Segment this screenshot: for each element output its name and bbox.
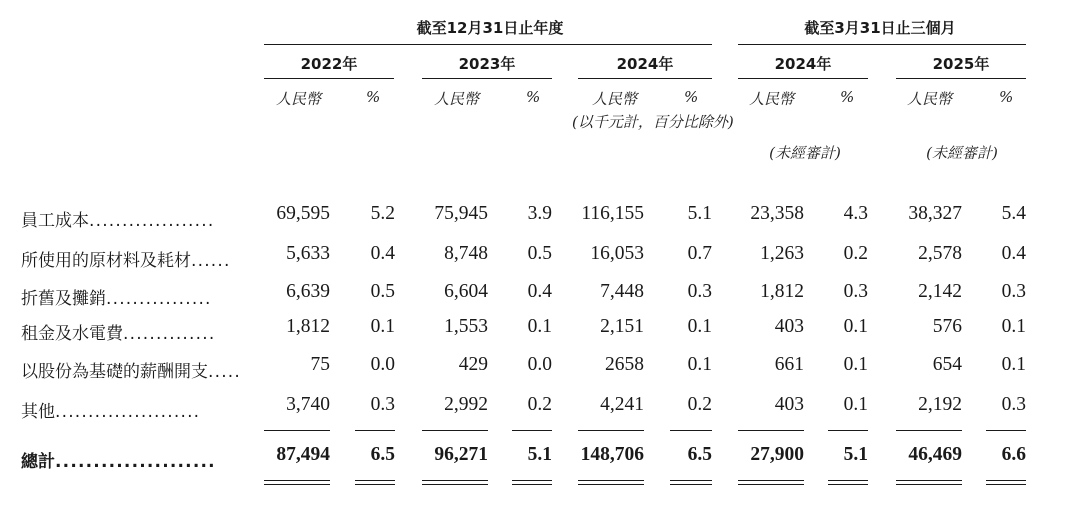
- total-double-rule: [896, 480, 962, 485]
- year-header-q2024: 2024年: [774, 55, 832, 73]
- row-amount-cell: 75: [310, 354, 330, 375]
- row-amount-cell: 5,633: [286, 243, 330, 264]
- row-percent-cell: 0.1: [527, 316, 552, 337]
- row-percent-cell: 0.1: [843, 354, 868, 375]
- row-amount-cell: 7,448: [600, 281, 644, 302]
- row-label-text: 員工成本: [21, 211, 89, 231]
- row-percent-cell: 0.2: [843, 243, 868, 264]
- year-header-2024: 2024年: [616, 55, 674, 73]
- row-amount-cell: 3,740: [286, 394, 330, 415]
- leader-dots: ......................: [55, 402, 201, 422]
- row-label: [21, 206, 214, 231]
- percent-header-q2025: %: [999, 88, 1014, 106]
- row-label: [21, 357, 241, 382]
- currency-header-q2024: 人民幣: [749, 90, 795, 108]
- total-amount-cell: 46,469: [908, 444, 962, 465]
- subtotal-rule: [355, 430, 395, 431]
- percent-header-2023: %: [526, 88, 541, 106]
- annual-group-rule: [264, 44, 712, 45]
- year-rule-2023: [422, 78, 552, 79]
- year-header-2023: 2023年: [458, 55, 516, 73]
- row-amount-cell: 2,578: [918, 243, 962, 264]
- total-percent-cell: 5.1: [527, 444, 552, 465]
- row-label: [21, 319, 215, 344]
- row-percent-cell: 0.5: [370, 281, 395, 302]
- units-note: (以千元計，百分比除外): [572, 113, 734, 131]
- row-amount-cell: 75,945: [434, 203, 488, 224]
- year-rule-q2024: [738, 78, 868, 79]
- year-rule-2022: [264, 78, 394, 79]
- leader-dots: .....: [208, 362, 242, 382]
- year-rule-q2025: [896, 78, 1026, 79]
- row-percent-cell: 0.3: [1001, 281, 1026, 302]
- row-percent-cell: 0.1: [370, 316, 395, 337]
- row-label-text: 其他: [21, 402, 55, 422]
- row-percent-cell: 0.5: [527, 243, 552, 264]
- percent-header-2022: %: [366, 88, 381, 106]
- leader-dots: .....................: [55, 452, 216, 472]
- row-label: [21, 397, 200, 422]
- row-amount-cell: 661: [774, 354, 804, 375]
- total-amount-cell: 96,271: [434, 444, 488, 465]
- percent-header-q2024: %: [840, 88, 855, 106]
- row-amount-cell: 403: [774, 394, 804, 415]
- currency-header-q2025: 人民幣: [907, 90, 953, 108]
- row-percent-cell: 0.0: [527, 354, 552, 375]
- row-amount-cell: 429: [458, 354, 488, 375]
- row-amount-cell: 16,053: [590, 243, 644, 264]
- row-label: [21, 284, 212, 309]
- row-amount-cell: 69,595: [276, 203, 330, 224]
- total-percent-cell: 6.5: [370, 444, 395, 465]
- row-amount-cell: 2,192: [918, 394, 962, 415]
- subtotal-rule: [422, 430, 488, 431]
- row-label-text: 以股份為基礎的薪酬開支: [21, 362, 208, 382]
- row-label-text: 租金及水電費: [21, 324, 123, 344]
- subtotal-rule: [264, 430, 330, 431]
- row-amount-cell: 116,155: [581, 203, 644, 224]
- row-percent-cell: 0.3: [1001, 394, 1026, 415]
- row-amount-cell: 2,142: [918, 281, 962, 302]
- row-amount-cell: 1,263: [760, 243, 804, 264]
- row-amount-cell: 2658: [605, 354, 644, 375]
- year-header-2022: 2022年: [300, 55, 358, 73]
- row-label-text: 折舊及攤銷: [21, 289, 106, 309]
- total-double-rule: [986, 480, 1026, 485]
- year-rule-2024: [578, 78, 712, 79]
- leader-dots: ................: [106, 289, 212, 309]
- total-double-rule: [738, 480, 804, 485]
- subtotal-rule: [828, 430, 868, 431]
- subtotal-rule: [986, 430, 1026, 431]
- row-amount-cell: 1,812: [286, 316, 330, 337]
- total-double-rule: [355, 480, 395, 485]
- subtotal-rule: [512, 430, 552, 431]
- subtotal-rule: [896, 430, 962, 431]
- row-percent-cell: 0.1: [843, 394, 868, 415]
- subtotal-rule: [738, 430, 804, 431]
- row-amount-cell: 2,992: [444, 394, 488, 415]
- row-percent-cell: 0.0: [370, 354, 395, 375]
- row-amount-cell: 1,553: [444, 316, 488, 337]
- row-label-text: 所使用的原材料及耗材: [21, 251, 191, 271]
- row-percent-cell: 0.7: [687, 243, 712, 264]
- row-percent-cell: 4.3: [843, 203, 868, 224]
- row-percent-cell: 0.4: [1001, 243, 1026, 264]
- leader-dots: ..............: [123, 324, 216, 344]
- row-percent-cell: 0.2: [687, 394, 712, 415]
- total-label: [21, 447, 216, 472]
- unaudited-note-q2024: (未經審計): [769, 144, 841, 162]
- row-percent-cell: 0.1: [1001, 354, 1026, 375]
- row-amount-cell: 4,241: [600, 394, 644, 415]
- row-percent-cell: 5.1: [687, 203, 712, 224]
- row-percent-cell: 0.1: [843, 316, 868, 337]
- total-double-rule: [828, 480, 868, 485]
- subtotal-rule: [670, 430, 712, 431]
- row-percent-cell: 0.4: [370, 243, 395, 264]
- row-amount-cell: 6,604: [444, 281, 488, 302]
- leader-dots: ...................: [89, 211, 215, 231]
- row-amount-cell: 1,812: [760, 281, 804, 302]
- row-amount-cell: 654: [932, 354, 962, 375]
- row-percent-cell: 0.3: [370, 394, 395, 415]
- total-double-rule: [670, 480, 712, 485]
- row-percent-cell: 0.3: [843, 281, 868, 302]
- currency-header-2023: 人民幣: [434, 90, 480, 108]
- unaudited-note-q2025: (未經審計): [926, 144, 998, 162]
- row-percent-cell: 5.4: [1001, 203, 1026, 224]
- quarter-group-header: 截至3月31日止三個月: [804, 19, 956, 37]
- row-amount-cell: 576: [932, 316, 962, 337]
- row-amount-cell: 38,327: [908, 203, 962, 224]
- total-amount-cell: 148,706: [580, 444, 644, 465]
- row-amount-cell: 6,639: [286, 281, 330, 302]
- year-header-q2025: 2025年: [932, 55, 990, 73]
- row-amount-cell: 23,358: [750, 203, 804, 224]
- total-double-rule: [422, 480, 488, 485]
- total-amount-cell: 27,900: [750, 444, 804, 465]
- row-amount-cell: 2,151: [600, 316, 644, 337]
- leader-dots: ......: [191, 251, 231, 271]
- row-amount-cell: 403: [774, 316, 804, 337]
- currency-header-2024: 人民幣: [592, 90, 638, 108]
- currency-header-2022: 人民幣: [276, 90, 322, 108]
- row-percent-cell: 5.2: [370, 203, 395, 224]
- total-percent-cell: 6.6: [1001, 444, 1026, 465]
- row-percent-cell: 0.1: [687, 316, 712, 337]
- row-label-text: 總計: [21, 452, 55, 472]
- row-label: [21, 246, 231, 271]
- row-percent-cell: 0.1: [1001, 316, 1026, 337]
- row-percent-cell: 0.4: [527, 281, 552, 302]
- row-percent-cell: 0.1: [687, 354, 712, 375]
- total-percent-cell: 6.5: [687, 444, 712, 465]
- total-double-rule: [264, 480, 330, 485]
- row-percent-cell: 0.3: [687, 281, 712, 302]
- row-percent-cell: 3.9: [527, 203, 552, 224]
- total-double-rule: [512, 480, 552, 485]
- row-percent-cell: 0.2: [527, 394, 552, 415]
- percent-header-2024: %: [684, 88, 699, 106]
- quarter-group-rule: [738, 44, 1026, 45]
- total-amount-cell: 87,494: [276, 444, 330, 465]
- row-amount-cell: 8,748: [444, 243, 488, 264]
- total-percent-cell: 5.1: [843, 444, 868, 465]
- total-double-rule: [578, 480, 644, 485]
- annual-group-header: 截至12月31日止年度: [416, 19, 564, 37]
- subtotal-rule: [578, 430, 644, 431]
